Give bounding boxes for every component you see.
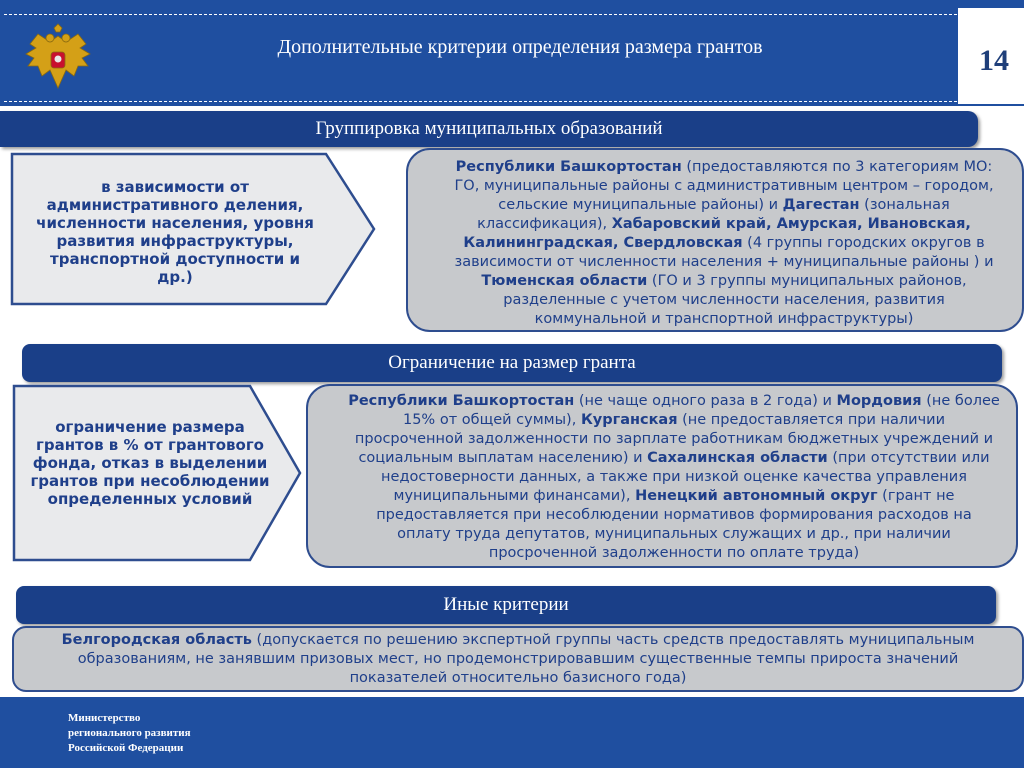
section-bar-label: Ограничение на размер гранта [388,352,636,373]
limit-box-text [348,393,1000,561]
region-description: (допускается по решению экспертной группы часть средств предоставлять муниципальным образованиям, не занявшим призовых мест, но продемонстрировавшим существенные темпы прироста значений показателей относительно базисного года) [77,632,975,686]
region-name: Мордовия [836,393,922,409]
region-name: Республики Башкортостан [455,159,682,175]
section-bar-label: Группировка муниципальных образований [315,118,663,139]
other-box-text [62,632,975,686]
page-number-box [958,8,1024,104]
page-number: 14 [979,44,1009,77]
ministry-line-2: регионального развития [68,727,191,739]
grouping-box-text [454,159,993,327]
footer-banner [0,697,1024,768]
region-description: (при отсутствии или недостоверности данных, а также при низкой оценке качества управления муниципальными финансами), [381,450,990,504]
region-name: Курганская [580,412,678,428]
region-name: Хабаровский край, Амурская, Ивановская, Калининградская, Свердловская [463,216,971,251]
ministry-name [68,711,191,756]
section-bar-limit [22,344,1002,382]
region-description: (зональная классификация), [477,197,950,232]
region-description: (предоставляются по 3 категориям МО: ГО, муниципальные районы с административным центром – городом, сельские муниципальные районы) и [454,159,994,213]
russian-coat-of-arms-icon [20,22,96,98]
arrow-text-limit: ограничение размера грантов в % от грантового фонда, отказ в выделении грантов при несоблюдении определенных условий [30,418,270,508]
region-name: Ненецкий автономный округ [635,488,878,504]
region-description: (грант не предоставляется при несоблюдении нормативов формирования расходов на оплату труда депутатов, муниципальных служащих и др., при наличии просроченной задолженности по оплате труда) [376,488,972,561]
section-bar-other [16,586,996,624]
region-name: Республики Башкортостан [348,393,575,409]
region-description: (4 группы городских округов в зависимости от численности населения + муниципальные районы ) и [454,235,994,270]
page-title: Дополнительные критерии определения размера грантов [277,36,763,58]
region-description: (не предоставляется при наличии просроченной задолженности по зарплате работникам бюджетных учреждений и социальным выплатам населению) и [354,412,994,466]
info-box-other [12,626,1024,692]
info-box-limit [306,384,1018,568]
section-bar-grouping [0,111,978,147]
arrow-text-grouping: в зависимости от административного деления, численности населения, уровня развития инфраструктуры, транспортной доступности и др.) [36,178,314,286]
region-name: Сахалинская области [647,450,828,466]
region-name: Белгородская область [61,632,252,648]
region-description: (не более 15% от общей суммы), [402,393,1000,428]
ministry-line-3: Российской Федерации [68,742,184,754]
region-description: (ГО и 3 группы муниципальных районов, разделенные с учетом численности населения, развития коммунальной и транспортной инфраструктуры) [503,273,967,327]
ministry-line-1: Министерство [68,712,141,724]
section-bar-label: Иные критерии [443,594,569,615]
region-name: Дагестан [782,197,860,213]
region-description: (не чаще одного раза в 2 года) и [574,393,837,409]
info-box-grouping [406,148,1024,332]
header-banner [0,0,1024,106]
region-name: Тюменская области [481,273,648,289]
